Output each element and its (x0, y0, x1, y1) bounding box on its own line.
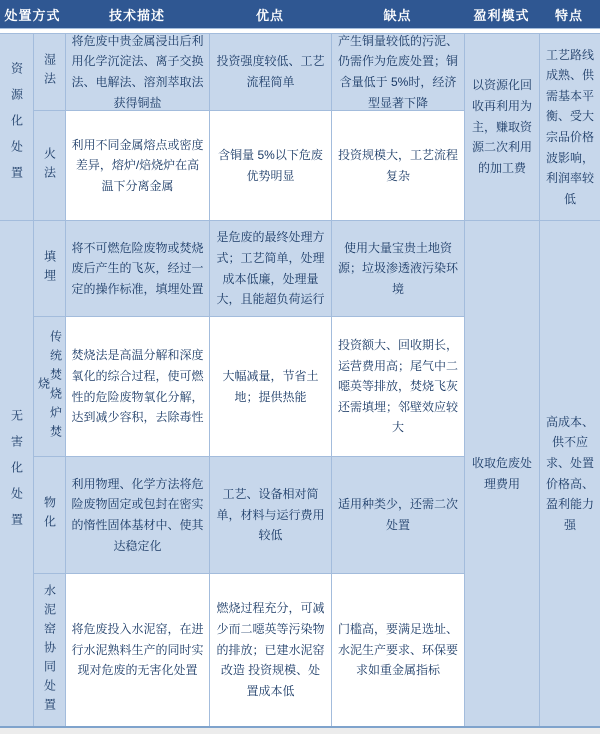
cons-landfill: 使用大量宝贵土地资源；垃圾渗透液污染环境 (332, 221, 464, 316)
description-fire-process: 利用不同金属熔点或密度差异，熔炉/焙烧炉在高温下分离金属 (66, 111, 209, 220)
column-header-method: 处置方式 (4, 7, 61, 23)
feature-harmless-disposal: 高成本、供不应求、处置价格高、盈利能力强 (540, 221, 600, 726)
table-header-row (0, 0, 600, 28)
column-header-profit-model: 盈利模式 (473, 7, 530, 23)
feature-resource-disposal: 工艺路线成熟、供需基本平衡、受大宗品价格波影响，利润率较低 (540, 34, 600, 220)
method-label-physicochemical: 物化 (34, 457, 65, 573)
column-header-cons: 缺点 (383, 7, 412, 23)
cons-wet-process: 产生铜量较低的污泥、仍需作为危废处置；铜含量低于 5%时，经济型显著下降 (332, 34, 464, 110)
method-label-wet-process: 湿法 (34, 34, 65, 110)
description-incineration: 焚烧法是高温分解和深度氧化的综合过程，使可燃性的危险废物氧化分解，达到减少容积，去除毒性 (66, 317, 209, 456)
cons-fire-process: 投资规模大，工艺流程复杂 (332, 111, 464, 220)
cons-cement-kiln: 门槛高，要满足选址、水泥生产要求、环保要求如重金属指标 (332, 574, 464, 726)
pros-landfill: 是危废的最终处理方式；工艺简单，处理成本低廉，处理量大，且能超负荷运行 (210, 221, 331, 316)
column-header-feature: 特点 (554, 7, 583, 23)
table-bottom-edge (0, 726, 600, 734)
column-header-pros: 优点 (255, 7, 284, 23)
pros-incineration: 大幅减量，节省土地；提供热能 (210, 317, 331, 456)
profit-model-harmless-disposal: 收取危废处理费用 (465, 221, 539, 726)
pros-fire-process: 含铜量 5%以下危废优势明显 (210, 111, 331, 220)
group-label-harmless-disposal: 无害化处置 (0, 221, 33, 726)
cons-incineration: 投资额大、回收期长，运营费用高；尾气中二噁英等排放，焚烧飞灰还需填埋；邻壁效应较大 (332, 317, 464, 456)
method-label-cement-kiln: 水泥窑协同处置 (34, 574, 65, 726)
method-label-fire-process: 火法 (34, 111, 65, 220)
cons-physicochemical: 适用种类少，还需二次处置 (332, 457, 464, 573)
description-cement-kiln: 将危废投入水泥窑，在进行水泥熟料生产的同时实现对危废的无害化处置 (66, 574, 209, 726)
pros-wet-process: 投资强度较低、工艺流程简单 (210, 34, 331, 110)
header-separator (0, 29, 600, 33)
method-label-incineration: 传统焚烧炉焚烧 (34, 317, 65, 456)
group-label-resource-disposal: 资源化处置 (0, 34, 33, 220)
description-physicochemical: 利用物理、化学方法将危险废物固定或包封在密实的惰性固体基材中、使其达稳定化 (66, 457, 209, 573)
profit-model-resource-disposal: 以资源化回收再利用为主，赚取资源二次利用的加工费 (465, 34, 539, 220)
description-wet-process: 将危废中贵金属浸出后利用化学沉淀法、离子交换法、电解法、溶剂萃取法获得铜盐 (66, 34, 209, 110)
pros-cement-kiln: 燃烧过程充分，可减少而二噁英等污染物的排放；已建水泥窑改造 投资规模、处置成本低 (210, 574, 331, 726)
pros-physicochemical: 工艺、设备相对简单，材料与运行费用较低 (210, 457, 331, 573)
column-header-description: 技术描述 (108, 7, 165, 23)
method-label-landfill: 填埋 (34, 221, 65, 316)
description-landfill: 将不可燃危险废物或焚烧废后产生的飞灰，经过一定的操作标准，填埋处置 (66, 221, 209, 316)
